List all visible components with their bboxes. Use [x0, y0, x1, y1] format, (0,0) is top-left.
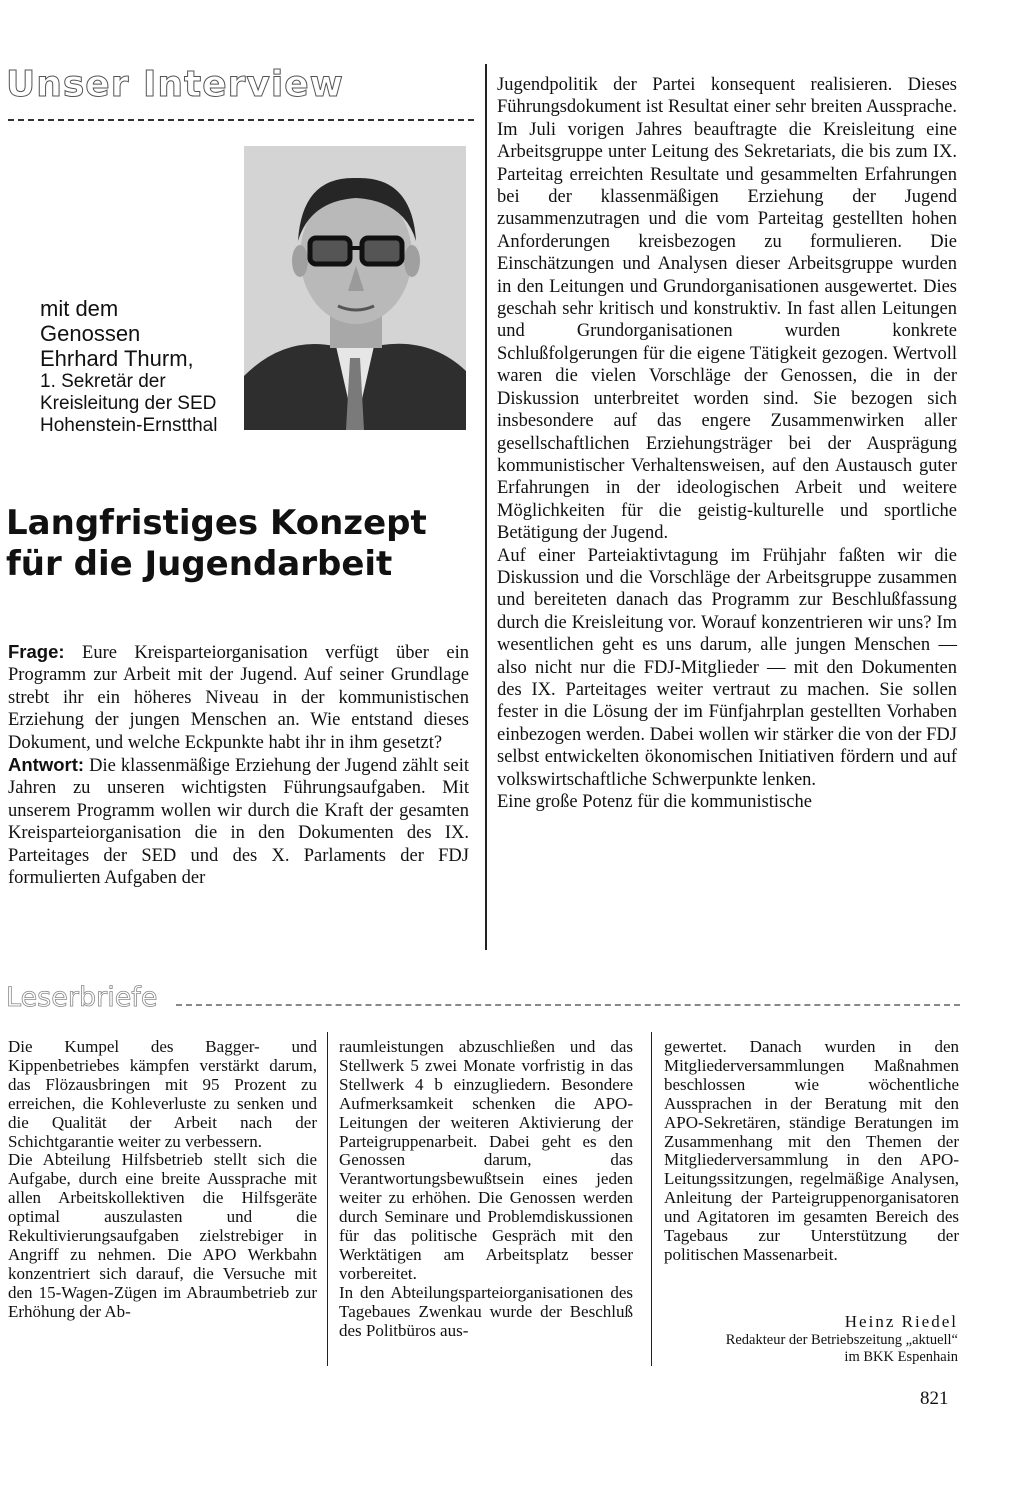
- letter-column-2: [339, 1038, 633, 1341]
- author-role: im BKK Espenhain: [844, 1349, 958, 1365]
- article-headline: [6, 503, 474, 585]
- answer-continuation: Jugendpolitik der Partei konsequent realisieren. Dieses Führungsdokument ist Resultat einer sehr breiten Aussprache. Im Juli vorigen Jahres beauftragte die Kreisleitung eine Arbeitsgruppe unter Leitung des Sekretariats, die bis zum IX. Parteitag erreichten Resultate und gesammelten Erfahrungen bei der klassenmäßigen Erziehung der Jugend zusammenzutragen und die vom Parteitag gestellten hohen Anforderungen kreisbezogen zu formulieren. Die Einschätzungen und Analysen dieser Arbeitsgruppe wurden in den Leitungen und Grundorganisationen ausgewertet. Dies geschah sehr kritisch und konstruktiv. In fast allen Leitungen und Grundorganisationen wurden konkrete Schlußfolgerungen für die eigene Tätigkeit gezogen. Wertvoll waren die vielen Vorschläge der Genossen, die in der Diskussion unterbreitet worden sind. Sie bezogen sich insbesondere auf das engere Zusammenwirken aller gesellschaftlichen Erziehungsträger bei der Ausprägung kommunistischer Verhaltensweisen, auf den Austausch guter Erfahrungen in der ideologischen Arbeit und weitere Möglichkeiten für die geistig-kulturelle und sportliche Betätigung der Jugend.: [497, 75, 957, 544]
- subtitle-line: Hohenstein-Ernstthal: [40, 415, 218, 436]
- section-label-letters: Leserbriefe: [6, 982, 158, 1013]
- subtitle-line: 1. Sekretär der: [40, 371, 166, 392]
- author-name: Heinz Riedel: [844, 1312, 958, 1331]
- answer-continuation: Eine große Potenz für die kommunistische: [497, 792, 812, 812]
- column-divider: [485, 64, 487, 950]
- answer-label: Antwort:: [8, 754, 85, 776]
- letter-paragraph: raumleistungen abzuschließen und das Stellwerk 5 zwei Monate vorfristig in das Stellwerk 4 b einzugliedern. Besondere Aufmerksamkeit schenken die APO-Leitungen der weiteren Aktivierung der Parteigruppenarbeit. Dabei geht es den Genossen darum, das Verantwortungsbewußtsein eines jeden weiter zu erhöhen. Die Genossen werden durch Seminare und Problemdiskussionen für das politische Gespräch mit den Werktätigen am Arbeitsplatz besser vorbereitet.: [339, 1037, 633, 1283]
- question-label: Frage:: [8, 641, 65, 662]
- letter-paragraph: Die Kumpel des Bagger- und Kippenbetriebes kämpfen verstärkt darum, das Flözausbringen mit 95 Prozent zu erreichen, die Kohleverluste zu senken und die Qualität der Arbeit nach der Schichtgarantie weiter zu verbessern.: [8, 1037, 317, 1151]
- answer-text: Die klassenmäßige Erziehung der Jugend zählt seit Jahren zu unseren wichtigsten Führungsaufgaben. Mit unserem Programm wollen wir durch die Kraft der gesamten Kreisparteiorganisation die in den Dokumenten des IX. Parteitages der SED und des X. Parlaments der FDJ formulierten Aufgaben der: [8, 756, 469, 889]
- interview-column-2: [497, 74, 957, 813]
- subtitle-line: Genossen: [40, 321, 141, 346]
- answer-paragraph: [8, 754, 469, 889]
- letter-column-1: [8, 1038, 317, 1322]
- column-divider: [651, 1032, 652, 1366]
- letter-signature: [726, 1312, 958, 1366]
- interview-subtitle: [40, 296, 217, 437]
- subtitle-line: mit dem: [40, 296, 119, 321]
- section-rule: [176, 1004, 960, 1006]
- letter-paragraph: Die Abteilung Hilfsbetrieb stellt sich die Aufgabe, durch eine breite Aussprache mit allen Arbeitskollektiven die Hilfsgeräte optimal auszulasten und die Rekultivierungsaufgaben zielstrebiger in Angriff zu nehmen. Die APO Werkbahn konzentriert sich darauf, die Versuche mit den 15-Wagen-Zügen im Abraumbetrieb zur Erhöhung der Ab-: [8, 1150, 317, 1321]
- section-label-interview: Unser Interview: [6, 64, 344, 105]
- question-text: Eure Kreisparteiorganisation verfügt über ein Programm zur Arbeit mit der Jugend. Auf seiner Grundlage strebt ihr ein höheres Niveau in der kommunistischen Erziehung der jungen Menschen an. Wie entstand dieses Dokument, und welche Eckpunkte habt ihr in ihm gesetzt?: [8, 643, 469, 753]
- subtitle-line: Kreisleitung der SED: [40, 393, 217, 414]
- column-divider: [327, 1032, 328, 1366]
- answer-continuation: Auf einer Parteiaktivtagung im Frühjahr faßten wir die Diskussion und die Vorschläge der Arbeitsgruppe zusammen und bereiteten danach das Programm zur Beschlußfassung durch die Kreisleitung vor. Worauf konzentrieren wir uns? Im wesentlichen geht es uns darum, alle jungen Menschen — also nicht nur die FDJ-Mitglieder — mit den Dokumenten des IX. Parteitages weiter vertraut zu machen. Sie sollen fester in die Lösung der im Fünfjahrplan gestellten Vorhaben einbezogen werden. Dabei wollen wir stärker die von der FDJ selbst entwickelten ökonomischen Initiativen fördern und auf volkswirtschaftliche Schwerpunkte lenken.: [497, 545, 957, 790]
- letter-paragraph: In den Abteilungsparteiorganisationen des Tagebaues Zwenkau wurde der Beschluß des Politbüros aus-: [339, 1282, 633, 1340]
- question-paragraph: [8, 641, 469, 754]
- page-number: 821: [920, 1388, 949, 1409]
- headline-line: für die Jugendarbeit: [6, 544, 393, 584]
- subtitle-line: Ehrhard Thurm,: [40, 346, 194, 371]
- interview-column-1: [8, 641, 469, 889]
- author-role: Redakteur der Betriebszeitung „aktuell“: [725, 1332, 958, 1348]
- section-rule: [8, 119, 474, 121]
- portrait-photo: [244, 146, 466, 430]
- letter-column-3: [664, 1038, 959, 1265]
- letter-paragraph: gewertet. Danach wurden in den Mitgliederversammlungen Maßnahmen beschlossen wie wöchentliche Aussprachen in der Beratung mit den APO-Sekretären, ständige Beratungen im Zusammenhang mit den Themen der Mitgliederversammlung in den APO-Leitungssitzungen, regelmäßige Analysen, Anleitung der Parteigruppenorganisatoren und Agitatoren im gesamten Bereich des Tagebaus zur Unterstützung der politischen Massenarbeit.: [664, 1037, 959, 1264]
- headline-line: Langfristiges Konzept: [6, 503, 427, 543]
